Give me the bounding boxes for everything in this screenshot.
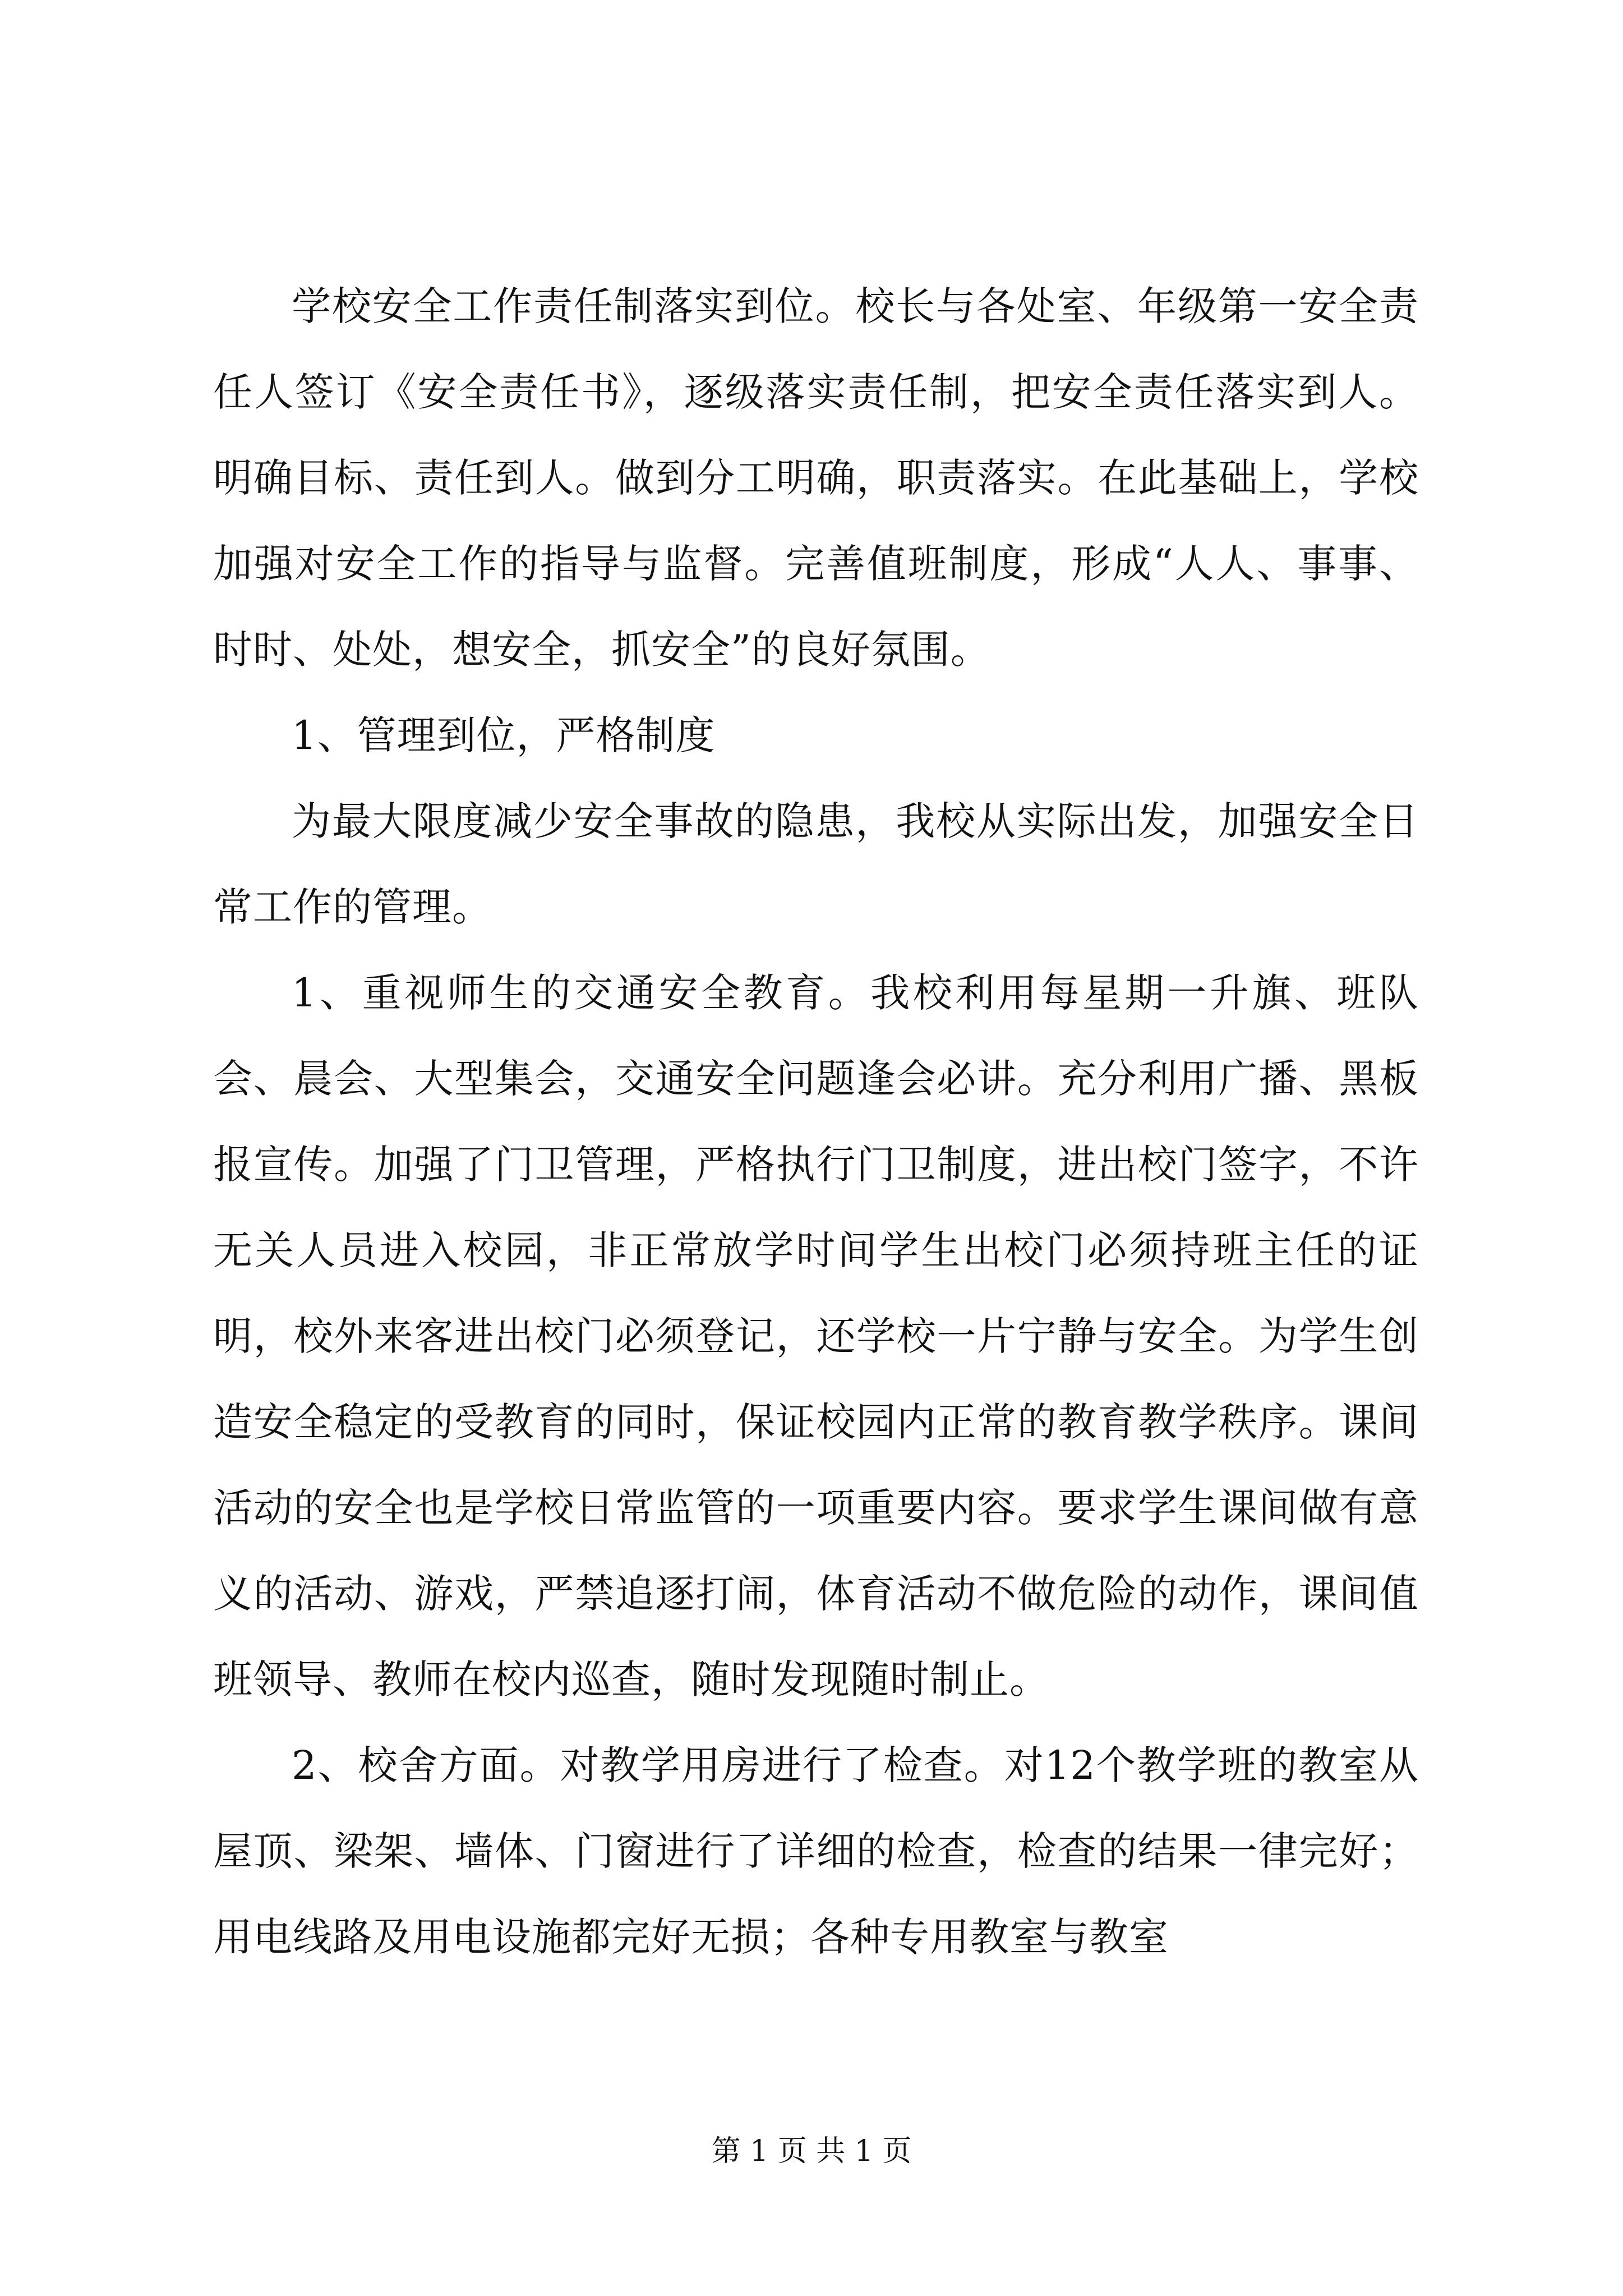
document-body	[213, 264, 1419, 1980]
paragraph-responsibility: 学校安全工作责任制落实到位。校长与各处室、年级第一安全责任人签订《安全责任书》，逐级落实责任制，把安全责任落实到人。明确目标、责任到人。做到分工明确，职责落实。在此基础上，学校加强对安全工作的指导与监督。完善值班制度，形成“人人、事事、时时、处处，想安全，抓安全”的良好氛围。	[213, 283, 1419, 673]
paragraph-traffic-safety: 1、重视师生的交通安全教育。我校利用每星期一升旗、班队会、晨会、大型集会，交通安全问题逢会必讲。充分利用广播、黑板报宣传。加强了门卫管理，严格执行门卫制度，进出校门签字，不许无关人员进入校园，非正常放学时间学生出校门必须持班主任的证明，校外来客进出校门必须登记，还学校一片宁静与安全。为学生创造安全稳定的受教育的同时，保证校园内正常的教育教学秩序。课间活动的安全也是学校日常监管的一项重要内容。要求学生课间做有意义的活动、游戏，严禁追逐打闹，体育活动不做危险的动作，课间值班领导、教师在校内巡查，随时发现随时制止。	[213, 970, 1419, 1703]
page-number-footer: 第 1 页 共 1 页	[711, 2134, 912, 2168]
paragraph-school-buildings: 2、校舍方面。对教学用房进行了检查。对12个教学班的教室从屋顶、梁架、墙体、门窗进行了详细的检查，检查的结果一律完好；用电线路及用电设施都完好无损；各种专用教室与教室	[213, 1742, 1419, 1960]
section-heading-management: 1、管理到位，严格制度	[292, 712, 716, 758]
paragraph-daily-management: 为最大限度减少安全事故的隐患，我校从实际出发，加强安全日常工作的管理。	[213, 798, 1419, 930]
